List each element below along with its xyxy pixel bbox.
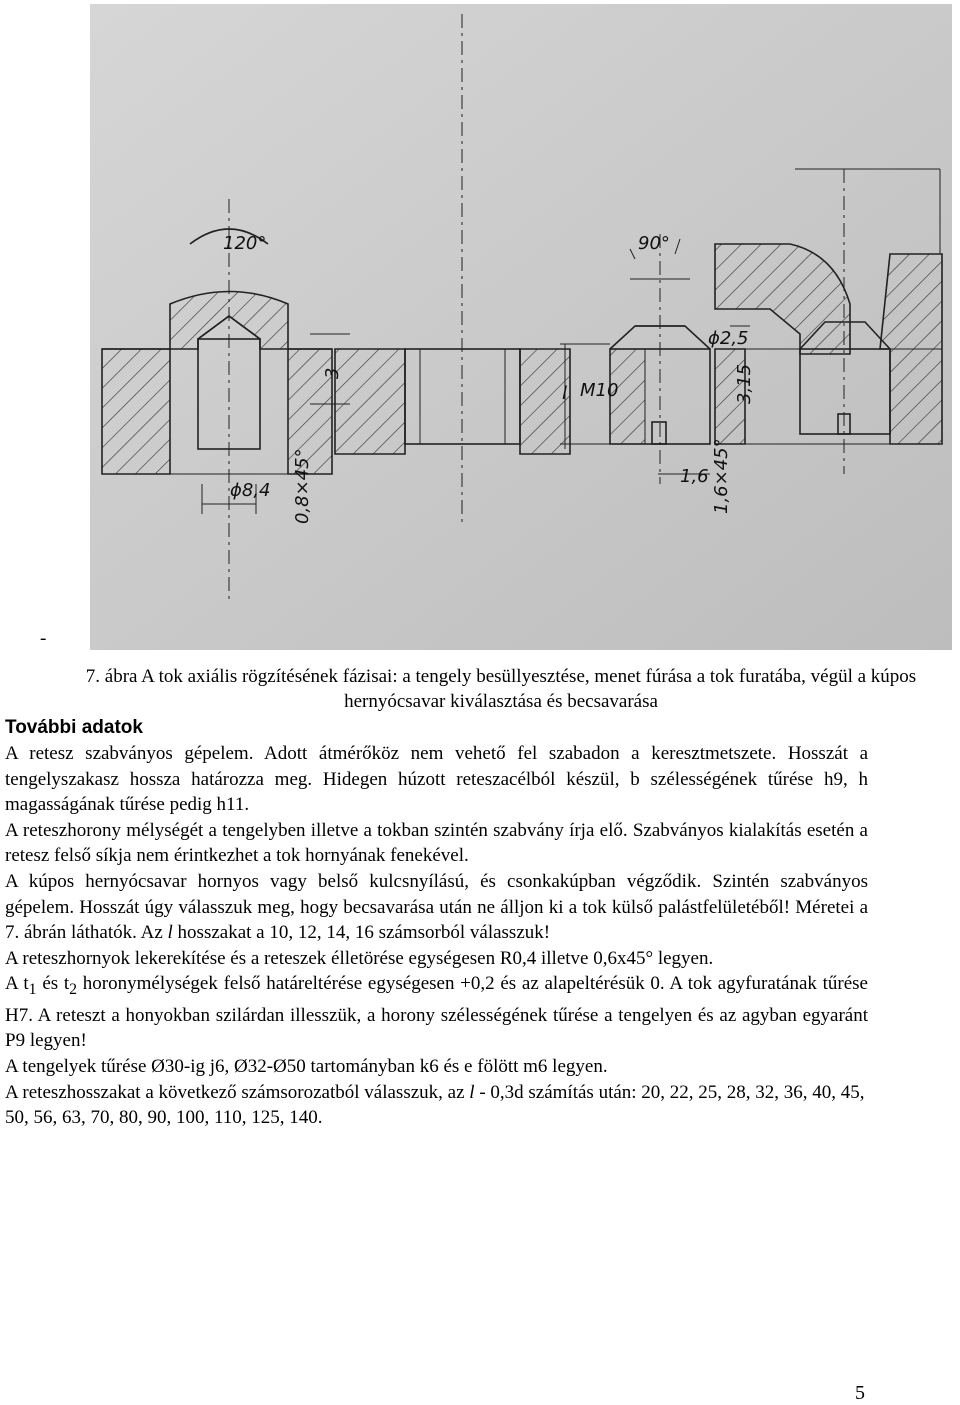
label-chamfer-16: 1,6×45° (711, 438, 732, 514)
body-text (5, 741, 868, 1131)
label-dim-315: 3,15 (734, 363, 755, 404)
label-dim-16: 1,6 (680, 466, 709, 487)
label-dim-3: 3 (322, 367, 343, 379)
paragraph: A retesz szabványos gépelem. Adott átmérőköz nem vehető fel szabadon a keresztmetszete. Hosszát a tengelyszakasz hossza határozza meg. Hidegen húzott reteszacélból készül, b szélességének tűrése h9, h magasságának tűrése pedig h11. (5, 743, 868, 816)
section-heading: További adatok (5, 717, 143, 738)
label-dim-m10: M10 (580, 380, 619, 401)
variable-l: l (469, 1081, 475, 1103)
label-angle-120: 120° (223, 233, 267, 254)
label-dim-l: l (562, 383, 568, 404)
figure-caption: 7. ábra A tok axiális rögzítésének fázisai: a tengely besüllyesztése, menet fúrása a tok furatába, végül a kúpos hernyócsavar kiválasztása és becsavarása (85, 666, 917, 712)
label-dim-d25: ϕ2,5 (708, 328, 749, 349)
paragraph: A tengelyek tűrése Ø30-ig j6, Ø32-Ø50 tartományban k6 és e fölött m6 legyen. (5, 1055, 608, 1077)
label-dim-d84: ϕ8,4 (230, 480, 271, 501)
label-chamfer-08: 0,8×45° (292, 448, 313, 524)
technical-drawing (90, 4, 952, 650)
paragraph: A reteszhosszakat a következő számsorozatból válasszuk, az l - 0,3d számítás után: 20, 22, 25, 28, 32, 36, 40, 45, 50, 56, 63, 70, 80, 90, 100, 110, 125, 140. (5, 1081, 865, 1129)
variable-l: l (167, 922, 173, 944)
paragraph: A $t_1$ és $t_2$ horonymélységek felső határeltérése egységesen +0,2 és az alapeltérésük 0. A tok agyfuratának tűrése H7. A reteszt a honyokban szilárdan illesszük, a horony szélességének tűrése a tengelyen és az agyban egyaránt P9 legyen! (5, 973, 868, 1052)
page-number: 5 (855, 1382, 865, 1404)
label-angle-90: 90° (638, 233, 670, 254)
paragraph: A reteszhornyok lekerekítése és a reteszek élletörése egységesen R0,4 illetve 0,6x45° legyen. (5, 947, 714, 969)
paragraph: A kúpos hernyócsavar hornyos vagy belső kulcsnyílású, és csonkakúpban végződik. Szintén szabványos gépelem. Hosszát úgy válasszuk meg, hogy becsavarása után ne álljon ki a tok külső palástfelületéből! Méretei a 7. ábrán láthatók. Az l hosszakat a 10, 12, 14, 16 számsorból válasszuk! (5, 870, 868, 944)
list-dash: - (40, 628, 47, 649)
paragraph: A reteszhorony mélységét a tengelyben illetve a tokban szintén szabvány írja elő. Szabványos kialakítás esetén a retesz felső síkja nem érintkezhet a tok hornyának fenekével. (5, 819, 868, 867)
figure-photo (90, 4, 952, 650)
